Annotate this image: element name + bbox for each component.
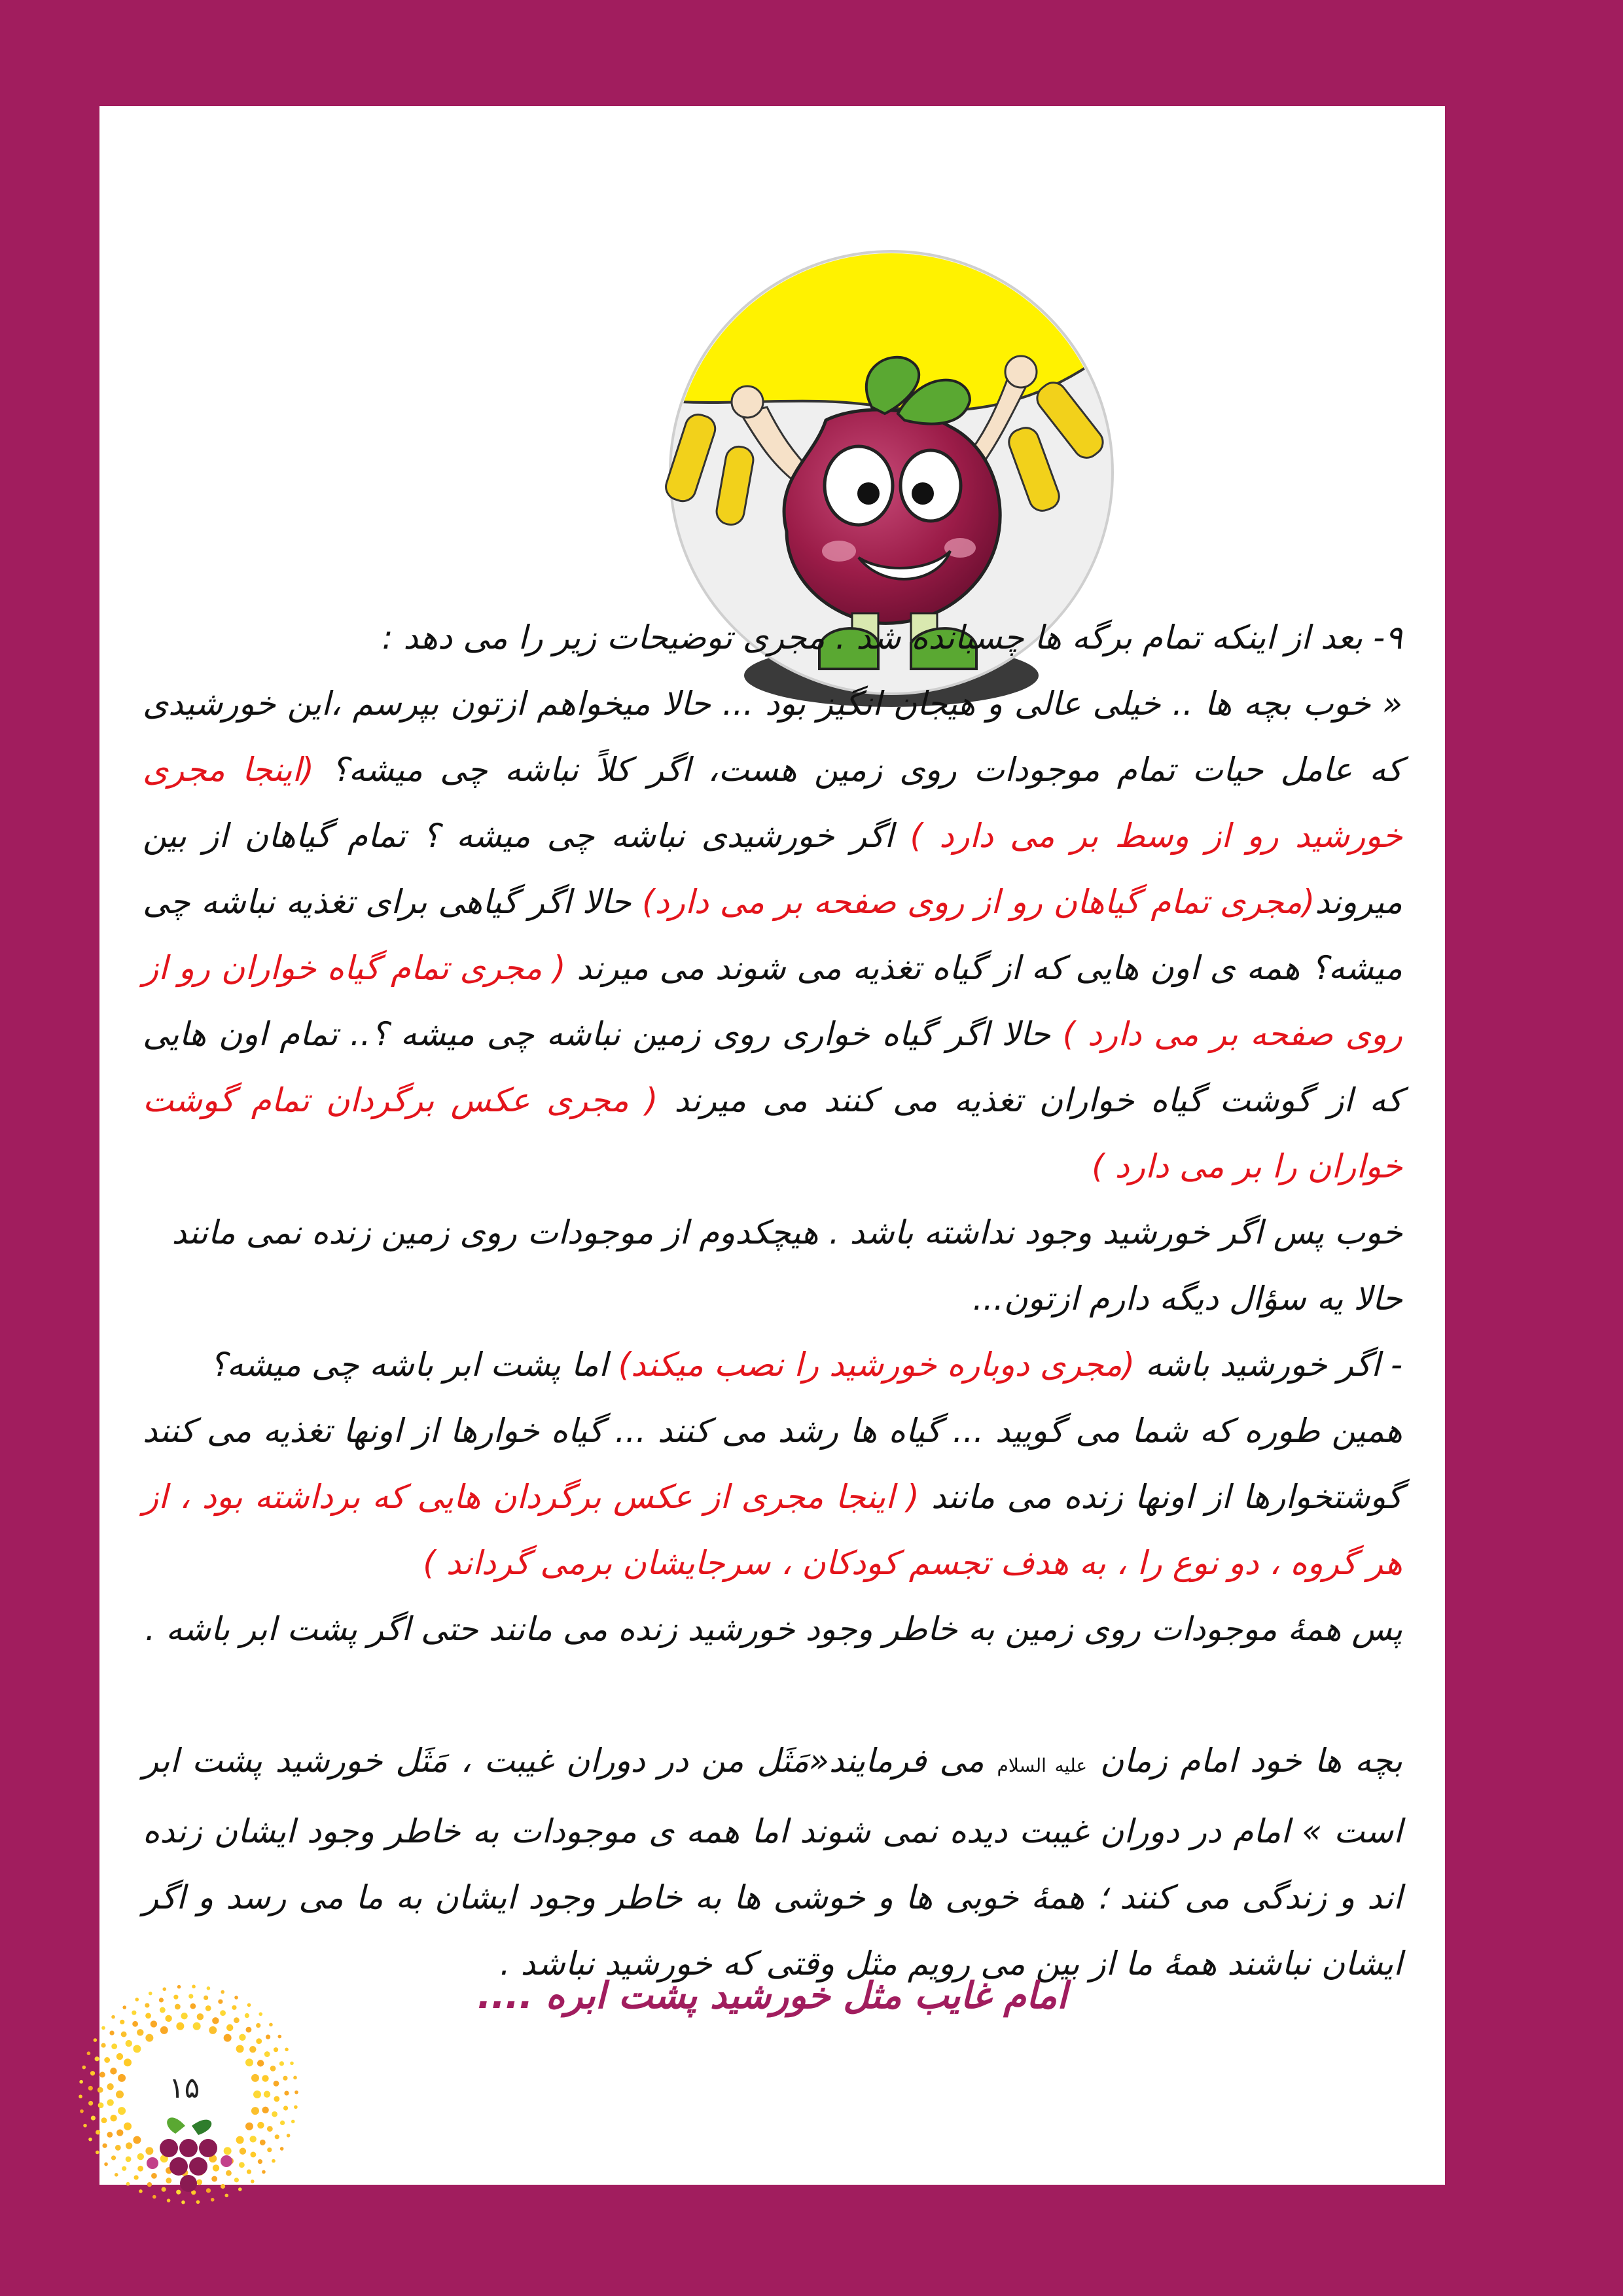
logo-dot [262, 2170, 266, 2174]
logo-dot [236, 2045, 244, 2053]
logo-dot [166, 2178, 171, 2183]
stage-direction: (مجری تمام گیاهان رو از روی صفحه بر می دارد) [641, 883, 1315, 921]
logo-dot [258, 2159, 262, 2164]
step-heading: ۹- بعد از اینکه تمام برگه ها چسبانده شد . مجری توضیحات زیر را می دهد : [382, 619, 1402, 656]
conclusion-line: خوب پس اگر خورشید وجود نداشته باشد . هیچکدوم از موجودات روی زمین زنده نمی مانند [171, 1213, 1402, 1251]
logo-dot [247, 2003, 251, 2007]
speech-text: - اگر خورشید باشه [1135, 1346, 1402, 1384]
logo-dot [160, 2007, 166, 2013]
logo-dot [264, 2090, 270, 2097]
logo-dot [269, 2023, 273, 2027]
logo-dot [188, 1994, 193, 1998]
logo-dot [209, 2026, 217, 2034]
speech-text: اما پشت ابر باشه چی میشه؟ [209, 1346, 618, 1384]
logo-dot [192, 1984, 196, 1988]
logo-dot [110, 2115, 116, 2121]
speech-text: حالا اگر گیاه خواری روی زمین نباشه چی میشه ؟.. تمام اون هایی که از گوشت گیاه خواران تغذیه می کنند می میرند [143, 1015, 1402, 1119]
logo-dot [82, 2066, 86, 2070]
logo-dot [272, 2111, 277, 2117]
logo-dot [211, 2198, 215, 2202]
logo-dot [226, 2024, 233, 2031]
logo-dot [111, 2155, 116, 2160]
logo-dot [175, 2004, 181, 2010]
logo-dot [245, 2123, 253, 2130]
logo-dot [151, 2173, 157, 2179]
logo-dot [80, 2109, 84, 2113]
logo-dot [107, 2083, 113, 2090]
logo-dot [132, 2011, 136, 2015]
logo-dot [246, 2027, 252, 2033]
logo-dot [126, 2182, 130, 2186]
logo-dot [104, 2162, 108, 2166]
logo-dot [176, 2190, 181, 2195]
logo-dot [256, 2023, 260, 2028]
logo-dot [115, 2145, 121, 2151]
logo-dot [212, 2017, 219, 2024]
logo-dot [99, 2072, 105, 2077]
logo-dot [226, 2170, 232, 2176]
logo-dot [283, 2076, 287, 2081]
logo-dot [279, 2061, 284, 2066]
logo-dot [245, 2058, 253, 2066]
logo-dot [207, 1986, 211, 1990]
logo-dot [270, 2066, 276, 2072]
logo-dot [277, 2035, 281, 2039]
logo-dot [272, 2159, 276, 2163]
stage-direction: (اینجا مجری خورشید رو از وسط بر می دارد ) [143, 751, 1402, 855]
logo-dot [220, 2010, 226, 2016]
logo-dot [196, 2200, 200, 2204]
logo-dot [162, 2187, 166, 2192]
logo-dot [151, 2020, 157, 2027]
speech-text: بچه ها خود امام زمان [1087, 1742, 1402, 1780]
logo-dot [240, 2148, 246, 2155]
logo-dot [101, 2026, 105, 2030]
logo-dot [94, 2038, 98, 2042]
logo-dot [239, 2162, 245, 2168]
logo-dot [280, 2121, 285, 2125]
logo-dot [284, 2090, 289, 2095]
logo-dot [250, 2152, 256, 2158]
logo-dot [249, 2136, 256, 2142]
logo-dot [249, 2046, 256, 2053]
logo-dot [135, 1998, 139, 2001]
logo-dot [110, 2068, 116, 2074]
logo-dot [275, 2134, 279, 2139]
logo-dot [116, 2053, 123, 2060]
speech-text: می فرمایند«مَثَل من در دوران غیبت ، مَثَل خورشید پشت ابر است » امام در دوران غیبت دیده نمی شوند اما همه ی موجودات به خاطر وجود ایشان زنده اند و زندگی می کنند ؛ همهٔ خوبی ها و خوشی ها به خاطر وجود ایشان به ما می رسد و اگر ایشان نباشند همهٔ ما از بین می رویم مثل وقتی که خورشید نباشد . [143, 1742, 1402, 1982]
logo-dot [137, 2166, 143, 2172]
logo-dot [111, 2043, 117, 2049]
logo-dot [280, 2147, 284, 2151]
logo-dot [181, 2200, 185, 2204]
logo-dot [266, 2035, 270, 2039]
logo-dot [122, 2166, 126, 2171]
logo-dot [213, 2164, 219, 2171]
logo-dot [102, 2144, 107, 2148]
logo-dot [120, 2020, 124, 2024]
logo-dot [283, 2106, 288, 2110]
logo-dot [221, 2184, 225, 2189]
logo-dot [147, 2182, 152, 2187]
logo-dot [104, 2057, 110, 2063]
logo-dot [87, 2051, 91, 2055]
logo-dot [259, 2012, 262, 2016]
speech-text: همین طوره که شما می گویید ... گیاه ها رشد می کنند ... گیاه خوارها از اونها تغذیه می کنند گوشتخوارها از اونها زنده می مانند [143, 1412, 1403, 1516]
logo-dot [109, 2030, 114, 2035]
speech-text: حالا اگر گیاهی برای تغذیه نباشه چی میشه؟ همه ی اون هایی که از گیاه تغذیه می شوند می میرند [143, 883, 1402, 987]
logo-dot [290, 2062, 294, 2066]
logo-dot [133, 2045, 141, 2053]
stage-direction: ( مجری تمام گیاه خواران رو از روی صفحه بر می دارد ) [143, 949, 1403, 1053]
logo-dot [224, 2194, 228, 2198]
speech-text: اگر خورشیدی نباشه چی میشه ؟ تمام گیاهان از بین میروند [143, 817, 1402, 921]
logo-dot [234, 2178, 239, 2182]
logo-dot [165, 2015, 171, 2022]
logo-dot [126, 2142, 132, 2149]
question-intro: حالا یه سؤال دیگه دارم ازتون... [972, 1280, 1402, 1318]
logo-dot [121, 2032, 127, 2037]
logo-dot [181, 2013, 187, 2019]
logo-dot [287, 2134, 291, 2138]
logo-dot [79, 2094, 82, 2098]
logo-dot [257, 2122, 264, 2128]
logo-dot [238, 2187, 242, 2191]
logo-dot [206, 2188, 211, 2193]
page-sheet [99, 106, 1445, 2185]
logo-dot [159, 1998, 164, 2002]
logo-dot [251, 2179, 255, 2183]
logo-dot [126, 2156, 132, 2162]
logo-dot [116, 2129, 123, 2136]
logo-dot [118, 2074, 126, 2082]
logo-dot [251, 2107, 259, 2115]
logo-dot [126, 2040, 132, 2047]
logo-dot [132, 2021, 138, 2027]
logo-dot [115, 2173, 118, 2177]
logo-dot [145, 2034, 153, 2042]
stage-direction: (مجری دوباره خورشید را نصب میکند) [618, 1346, 1135, 1384]
hadith-paragraph [143, 1728, 1402, 1997]
logo-dot [256, 2038, 262, 2044]
logo-dot [162, 1987, 166, 1991]
logo-dot [262, 2075, 268, 2081]
logo-dot [285, 2048, 289, 2052]
logo-dot [239, 2034, 245, 2041]
logo-dot [118, 2107, 126, 2115]
logo-dot [262, 2107, 268, 2113]
logo-dot [274, 2096, 279, 2102]
stage-direction: ( مجری عکس برگردان تمام گوشت خواران را بر می دارد ) [143, 1081, 1402, 1185]
logo-dot [196, 2179, 202, 2185]
logo-dot [218, 2000, 223, 2004]
logo-dot [124, 2123, 132, 2130]
logo-dot [253, 2090, 261, 2098]
logo-dot [145, 2003, 149, 2007]
logo-dot [98, 2102, 104, 2108]
logo-dot [79, 2080, 83, 2084]
logo-dot [167, 2198, 171, 2202]
logo-dot [274, 2047, 278, 2052]
logo-dot [88, 2138, 92, 2142]
logo-dot [145, 2147, 153, 2155]
logo-dot [137, 2029, 143, 2036]
logo-dot [160, 2026, 168, 2034]
logo-dot [294, 2090, 298, 2094]
page-number: ۱۵ [169, 2072, 200, 2105]
logo-dot [294, 2105, 298, 2109]
honorific: علیه السلام [997, 1755, 1088, 1776]
logo-dot [96, 2151, 99, 2155]
logo-dot [95, 2056, 99, 2061]
logo-dot [122, 2005, 126, 2009]
stage-direction: ( اینجا مجری از عکس برگردان هایی که برداشته بود ، از هر گروه ، دو نوع را ، به هدف تجسم کودکان ، سرجایشان برمی گرداند ) [143, 1478, 1402, 1582]
paragraph-gap [143, 1662, 1402, 1728]
logo-dot [137, 2153, 144, 2160]
question-line [143, 1332, 1402, 1398]
summary-line: پس همهٔ موجودات روی زمین به خاطر وجود خورشید زنده می مانند حتی اگر پشت ابر باشه . [145, 1610, 1402, 1648]
logo-dot [107, 2132, 113, 2138]
answer-paragraph [143, 1398, 1402, 1596]
logo-dot [98, 2087, 103, 2093]
logo-dot [234, 2017, 240, 2023]
logo-dot [176, 2022, 184, 2030]
body-text [143, 605, 1402, 1997]
logo-dot [88, 2086, 93, 2090]
logo-dot [88, 2101, 93, 2106]
logo-dot [247, 2170, 251, 2174]
host-monologue [143, 671, 1402, 1200]
logo-dot [291, 2120, 295, 2124]
logo-dot [293, 2076, 297, 2080]
logo-dot [190, 2003, 196, 2009]
logo-dot [267, 2126, 273, 2132]
logo-dot [234, 1996, 238, 2000]
speech-text: « خوب بچه ها .. خیلی عالی و هیجان انگیز بود ... حالا میخواهم ازتون بپرسم ،این خورشیدی که عامل حیات تمام موجودات روی زمین هست، اگر کلاً نباشه چی میشه؟ [143, 685, 1402, 789]
logo-dot [197, 2013, 204, 2020]
logo-dot [264, 2051, 270, 2057]
logo-dot [107, 2099, 113, 2106]
logo-dot [204, 1996, 208, 2000]
logo-dot [83, 2124, 87, 2128]
logo-dot [101, 2043, 105, 2047]
logo-dot [274, 2081, 279, 2087]
logo-dot [257, 2060, 264, 2066]
logo-dot [101, 2117, 107, 2123]
logo-dot [224, 2034, 232, 2042]
closing-slogan: امام غایب مثل خورشید پشت ابره .... [477, 1975, 1067, 2017]
logo-dot [139, 2189, 143, 2193]
logo-dot [149, 1992, 152, 1996]
logo-dot [133, 2136, 141, 2144]
logo-dot [116, 2090, 124, 2098]
logo-dot [224, 2147, 232, 2155]
logo-dot [251, 2074, 259, 2082]
logo-dot [124, 2058, 132, 2066]
logo-dot [145, 2013, 151, 2018]
logo-dot [111, 2015, 115, 2019]
logo-dot [245, 2013, 249, 2018]
logo-dot [152, 2195, 156, 2199]
logo-dot [193, 2022, 201, 2030]
logo-dot [205, 2005, 211, 2011]
logo-dot [232, 2005, 236, 2010]
logo-dot [91, 2115, 96, 2120]
logo-dot [236, 2136, 244, 2144]
logo-dot [221, 1990, 224, 1994]
logo-dot [260, 2140, 266, 2145]
logo-dot [267, 2147, 272, 2152]
logo-dot [96, 2130, 100, 2134]
logo-dot [134, 2175, 139, 2179]
logo-dot [177, 1985, 181, 1989]
logo-dot [211, 2176, 217, 2182]
logo-dot [90, 2071, 95, 2075]
logo-dot [173, 1995, 178, 2000]
